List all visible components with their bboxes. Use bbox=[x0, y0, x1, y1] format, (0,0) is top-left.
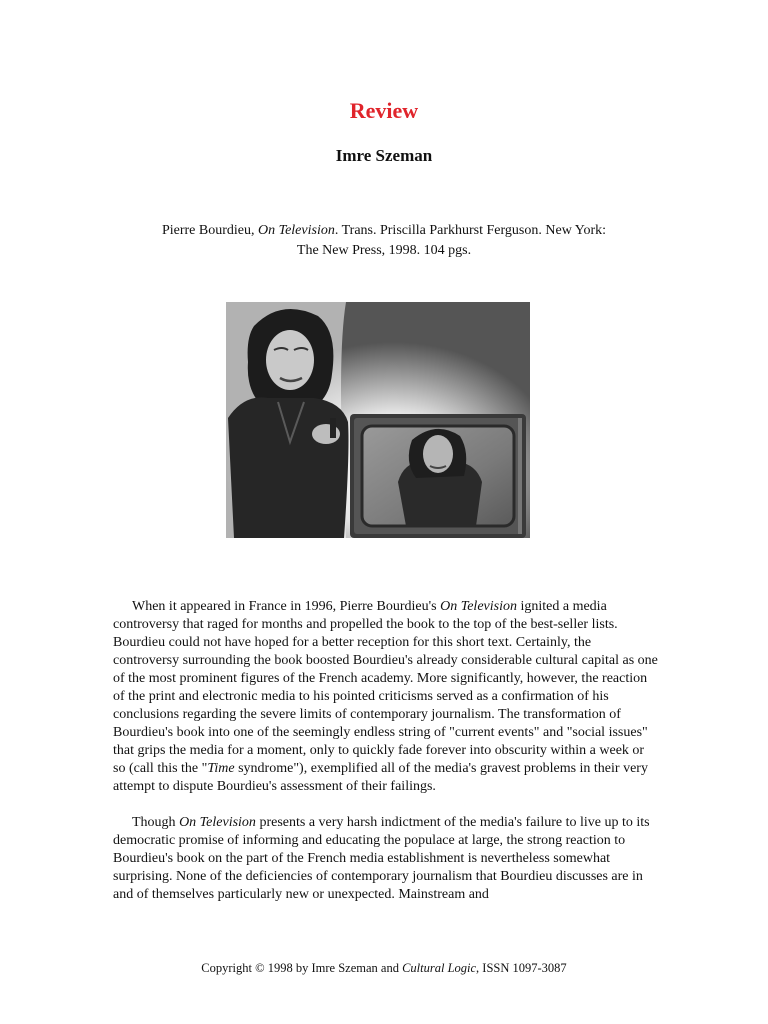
paragraph-text: presents a very harsh indictment of the media's failure to live up to its democratic promise of informing and educating the populace at large, the strong reaction to Bourdieu's book on the part of the French media establishment is nevertheless somewhat surprising. None of the deficiencies of contemporary journalism that Bourdieu discusses are in and of themselves particularly new or unexpected. Mainstream and bbox=[113, 815, 650, 902]
citation-author: Pierre Bourdieu, bbox=[161, 223, 258, 238]
paragraph-text: ignited a media controversy that raged for months and propelled the book to the top of the best-seller lists. Bourdieu could not have hoped for a better reception for this short text. Certainly, the controversy surrounding the book boosted Bourdieu's already considerable cultural capital as one of the most prominent figures of the French academy. More significantly, however, the reaction of the print and electronic media to his pointed criticisms served as a confirmation of his conclusions regarding the severe limits of contemporary journalism. The transformation of Bourdieu's book into one of the seemingly endless string of "current events" and "social issues" that grips the media for a moment, only to quickly fade forever into obscurity within a week or so (call this the " bbox=[113, 599, 658, 776]
book-title-italic: On Television bbox=[179, 815, 256, 830]
citation-publisher: The New Press, 1998. 104 pgs. bbox=[296, 243, 472, 258]
review-body bbox=[113, 598, 658, 922]
citation-details: . Trans. Priscilla Parkhurst Ferguson. New York: bbox=[334, 223, 607, 238]
page-title: Review bbox=[349, 98, 419, 123]
paragraph-text: syndrome"), exemplified all of the media's gravest problems in their very attempt to dispute Bourdieu's assessment of their failings. bbox=[113, 761, 648, 794]
time-italic: Time bbox=[207, 761, 235, 776]
copyright-text: Copyright © 1998 by Imre Szeman and bbox=[201, 961, 403, 975]
paragraph-2 bbox=[113, 814, 658, 904]
book-citation bbox=[120, 221, 648, 261]
woman-on-television-photo bbox=[226, 302, 530, 538]
author-name: Imre Szeman bbox=[335, 146, 433, 165]
issn-text: , ISSN 1097-3087 bbox=[476, 961, 567, 975]
paragraph-text: Though bbox=[132, 815, 180, 830]
book-title-italic: On Television bbox=[440, 599, 517, 614]
journal-name: Cultural Logic bbox=[402, 961, 477, 975]
television-set bbox=[350, 414, 526, 538]
copyright-footer bbox=[0, 961, 768, 976]
photo-illustration bbox=[226, 302, 530, 538]
paragraph-text: When it appeared in France in 1996, Pierre Bourdieu's bbox=[132, 599, 441, 614]
paragraph-1 bbox=[113, 598, 658, 796]
citation-book-title: On Television bbox=[257, 223, 335, 238]
